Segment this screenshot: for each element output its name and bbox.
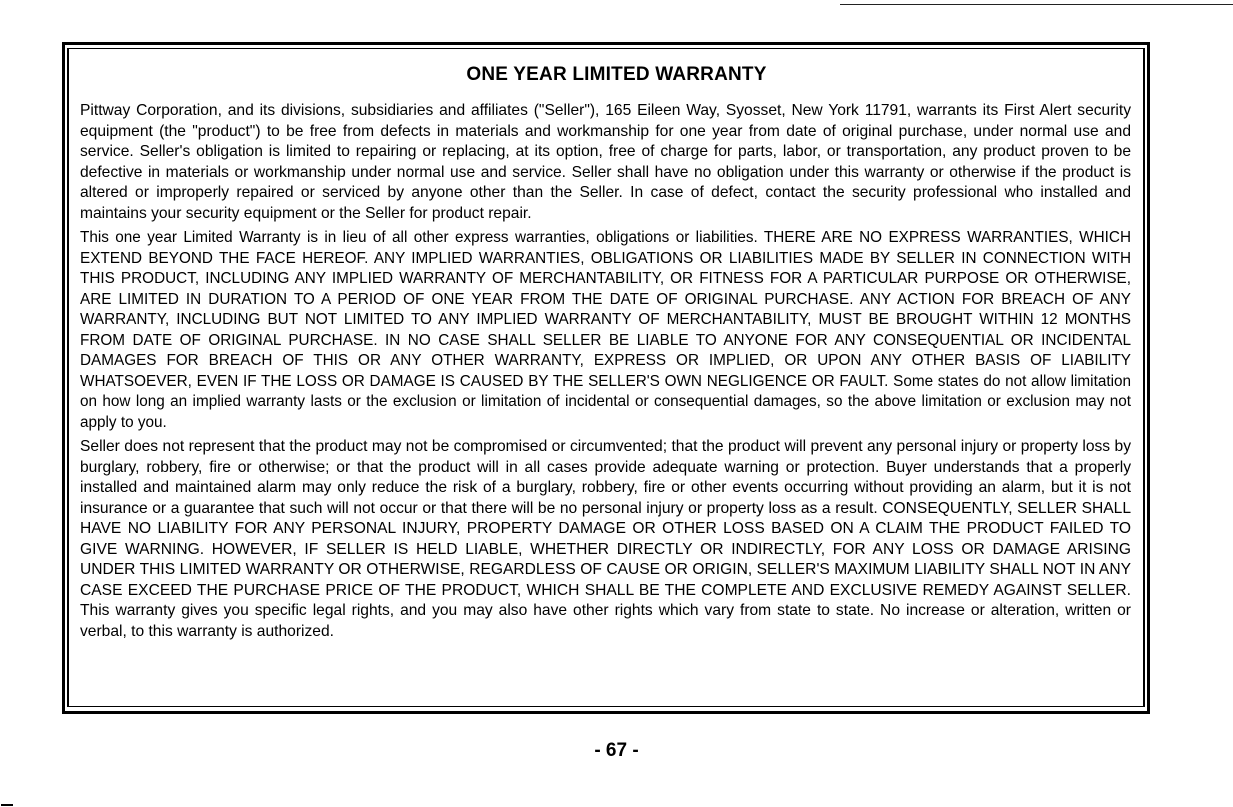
corner-mark [1,804,13,806]
page-number: - 67 - [594,740,639,761]
warranty-body [80,101,1131,646]
header-rule [840,4,1233,5]
warranty-paragraph-coverage: Pittway Corporation, and its divisions, subsidiaries and affiliates ("Seller"), 165 Eileen Way, Syosset, New York 11791, warrants its First Alert security equipment (the "product") to be free from defects in materials and workmanship for one year from date of original purchase, under normal use and service. Seller's obligation is limited to repairing or replacing, at its option, free of charge for parts, labor, or transportation, any product proven to be defective in materials or workmanship under normal use and service. Seller shall have no obligation under this warranty or otherwise if the product is altered or improperly repaired or serviced by anyone other than the Seller. In case of defect, contact the security professional who installed and maintains your security equipment or the Seller for product repair. [80,102,1131,222]
warranty-paragraph-liability: Seller does not represent that the product may not be compromised or circumvented; that the product will prevent any personal injury or property loss by burglary, robbery, fire or otherwise; or that the product will in all cases provide adequate warning or protection. Buyer understands that a properly installed and maintained alarm may only reduce the risk of a burglary, robbery, fire or other events occurring without providing an alarm, but it is not insurance or a guarantee that such will not occur or that there will be no personal injury or property loss as a result. CONSEQUENTLY, SELLER SHALL HAVE NO LIABILITY FOR ANY PERSONAL INJURY, PROPERTY DAMAGE OR OTHER LOSS BASED ON A CLAIM THE PRODUCT FAILED TO GIVE WARNING. HOWEVER, IF SELLER IS HELD LIABLE, WHETHER DIRECTLY OR INDIRECTLY, FOR ANY LOSS OR DAMAGE ARISING UNDER THIS LIMITED WARRANTY OR OTHERWISE, REGARDLESS OF CAUSE OR ORIGIN, SELLER'S MAXIMUM LIABILITY SHALL NOT IN ANY CASE EXCEED THE PURCHASE PRICE OF THE PRODUCT, WHICH SHALL BE THE COMPLETE AND EXCLUSIVE REMEDY AGAINST SELLER. This warranty gives you specific legal rights, and you may also have other rights which vary from state to state. No increase or alteration, written or verbal, to this warranty is authorized. [80,438,1131,640]
warranty-paragraph-limitations: This one year Limited Warranty is in lieu of all other express warranties, obligations or liabilities. THERE ARE NO EXPRESS WARRANTIES, WHICH EXTEND BEYOND THE FACE HEREOF. ANY IMPLIED WARRANTIES, OBLIGATIONS OR LIABILITIES MADE BY SELLER IN CONNECTION WITH THIS PRODUCT, INCLUDING ANY IMPLIED WARRANTY OF MERCHANTABILITY, OR FITNESS FOR A PARTICULAR PURPOSE OR OTHERWISE, ARE LIMITED IN DURATION TO A PERIOD OF ONE YEAR FROM THE DATE OF ORIGINAL PURCHASE. ANY ACTION FOR BREACH OF ANY WARRANTY, INCLUDING BUT NOT LIMITED TO ANY IMPLIED WARRANTY OF MERCHANTABILITY, MUST BE BROUGHT WITHIN 12 MONTHS FROM DATE OF ORIGINAL PURCHASE. IN NO CASE SHALL SELLER BE LIABLE TO ANYONE FOR ANY CONSEQUENTIAL OR INCIDENTAL DAMAGES FOR BREACH OF THIS OR ANY OTHER WARRANTY, EXPRESS OR IMPLIED, OR UPON ANY OTHER BASIS OF LIABILITY WHATSOEVER, EVEN IF THE LOSS OR DAMAGE IS CAUSED BY THE SELLER'S OWN NEGLIGENCE OR FAULT. Some states do not allow limitation on how long an implied warranty lasts or the exclusion or limitation of incidental or consequential damages, so the above limitation or exclusion may not apply to you. [80,229,1131,431]
page-title: ONE YEAR LIMITED WARRANTY [466,64,767,85]
